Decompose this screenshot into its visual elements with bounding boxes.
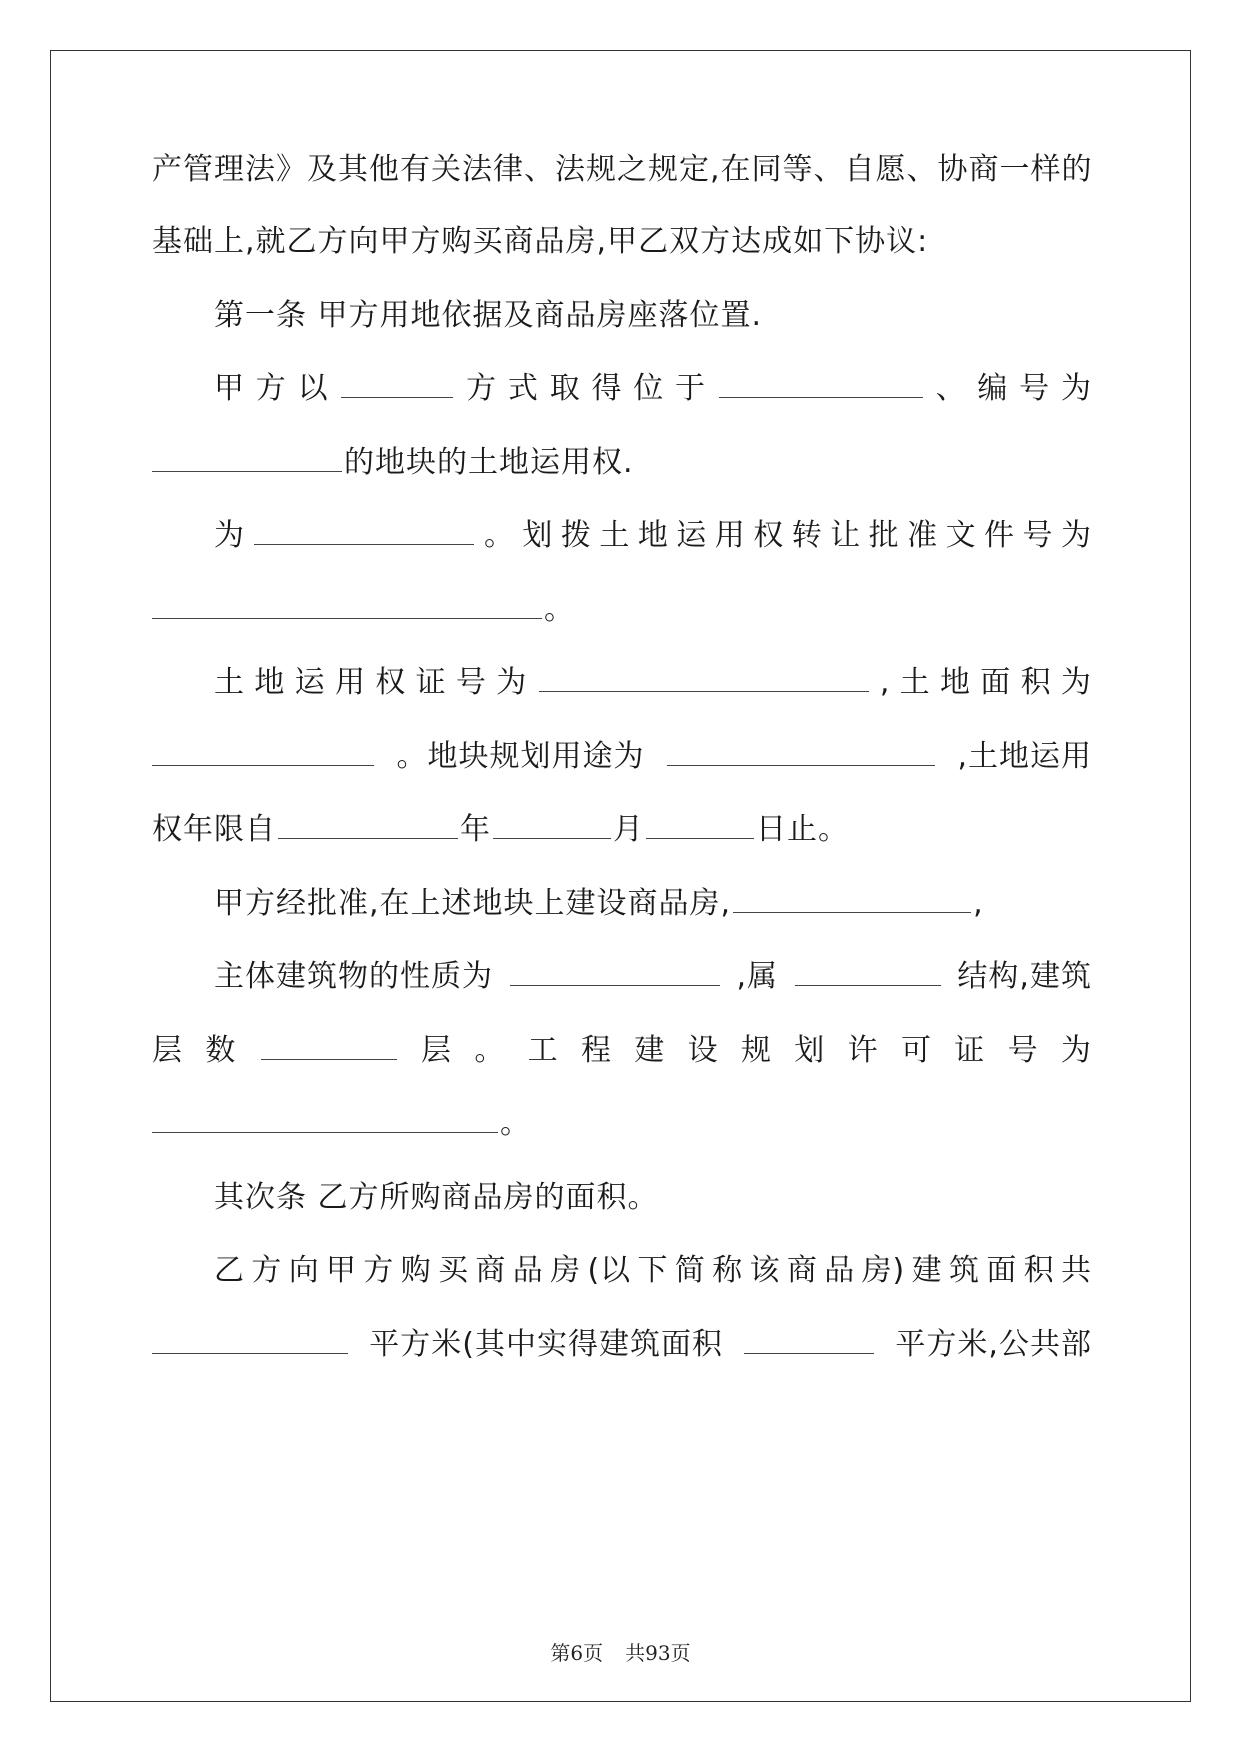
paragraph-line-8: 土 地 运 用 权 证 号 为 , 土 地 面 积 为	[214, 665, 1092, 700]
paragraph-line-16: 乙 方 向 甲 方 购 买 商 品 房 (以 下 简 称 该 商 品 房) 建 筑 面 积 共	[214, 1253, 1092, 1288]
paragraph-line-1	[152, 150, 1092, 190]
article-2-heading: 其次条 乙方所购商品房的面积。	[214, 1180, 659, 1215]
blank-location[interactable]	[719, 369, 923, 398]
blank-land-cert-number[interactable]	[539, 663, 869, 692]
line-text: 基础上,就乙方向甲方购买商品房,甲乙双方达成如下协议:	[152, 224, 929, 259]
line-text: 第一条 甲方用地依据及商品房座落位置.	[214, 298, 763, 333]
blank-term-day[interactable]	[646, 810, 754, 839]
total-pages: 共93页	[625, 1641, 691, 1665]
paragraph-line-9: 。地块规划用途为 ,土地运用	[152, 737, 1092, 777]
blank-planning-permit-number[interactable]	[152, 1104, 498, 1133]
blank-total-floor-area[interactable]	[152, 1325, 348, 1354]
article-1-heading	[214, 296, 1092, 336]
blank-project-name[interactable]	[733, 884, 971, 913]
blank-land-area[interactable]	[152, 737, 374, 766]
blank-plot-number[interactable]	[152, 443, 342, 472]
page-footer	[0, 1640, 1241, 1666]
paragraph-line-13: 层 数 层 。 工 程 建 设 规 划 许 可 证 号 为	[152, 1033, 1092, 1068]
blank-purpose[interactable]	[254, 516, 474, 545]
paragraph-line-12: 主体建筑物的性质为 ,属 结构,建筑	[214, 959, 1092, 994]
paragraph-line-5: 的地块的土地运用权.	[152, 443, 1092, 483]
blank-floor-count[interactable]	[261, 1031, 397, 1060]
paragraph-line-2	[152, 222, 1092, 262]
blank-usable-floor-area[interactable]	[744, 1325, 874, 1354]
line-text: 产管理法》及其他有关法律、法规之规定,在同等、自愿、协商一样的	[152, 152, 1093, 187]
paragraph-line-17: 平方米(其中实得建筑面积 平方米,公共部	[152, 1325, 1092, 1365]
blank-term-year[interactable]	[278, 810, 458, 839]
blank-acquire-method[interactable]	[341, 369, 453, 398]
blank-approval-doc-number[interactable]	[152, 590, 542, 619]
paragraph-line-7: 。	[152, 590, 1092, 630]
paragraph-line-6: 为 。 划 拨 土 地 运 用 权 转 让 批 准 文 件 号 为	[214, 518, 1092, 553]
blank-land-use[interactable]	[667, 737, 935, 766]
paragraph-line-11: 甲方经批准,在上述地块上建设商品房, ,	[214, 886, 984, 921]
paragraph-line-14: 。	[152, 1104, 1092, 1144]
paragraph-line-4: 甲 方 以 方 式 取 得 位 于 、 编 号 为	[214, 371, 1092, 406]
blank-building-nature[interactable]	[510, 957, 720, 986]
blank-structure[interactable]	[795, 957, 941, 986]
blank-term-month[interactable]	[493, 810, 611, 839]
paragraph-line-10: 权年限自 年 月 日止。	[152, 812, 849, 847]
page-number: 第6页	[550, 1641, 604, 1665]
